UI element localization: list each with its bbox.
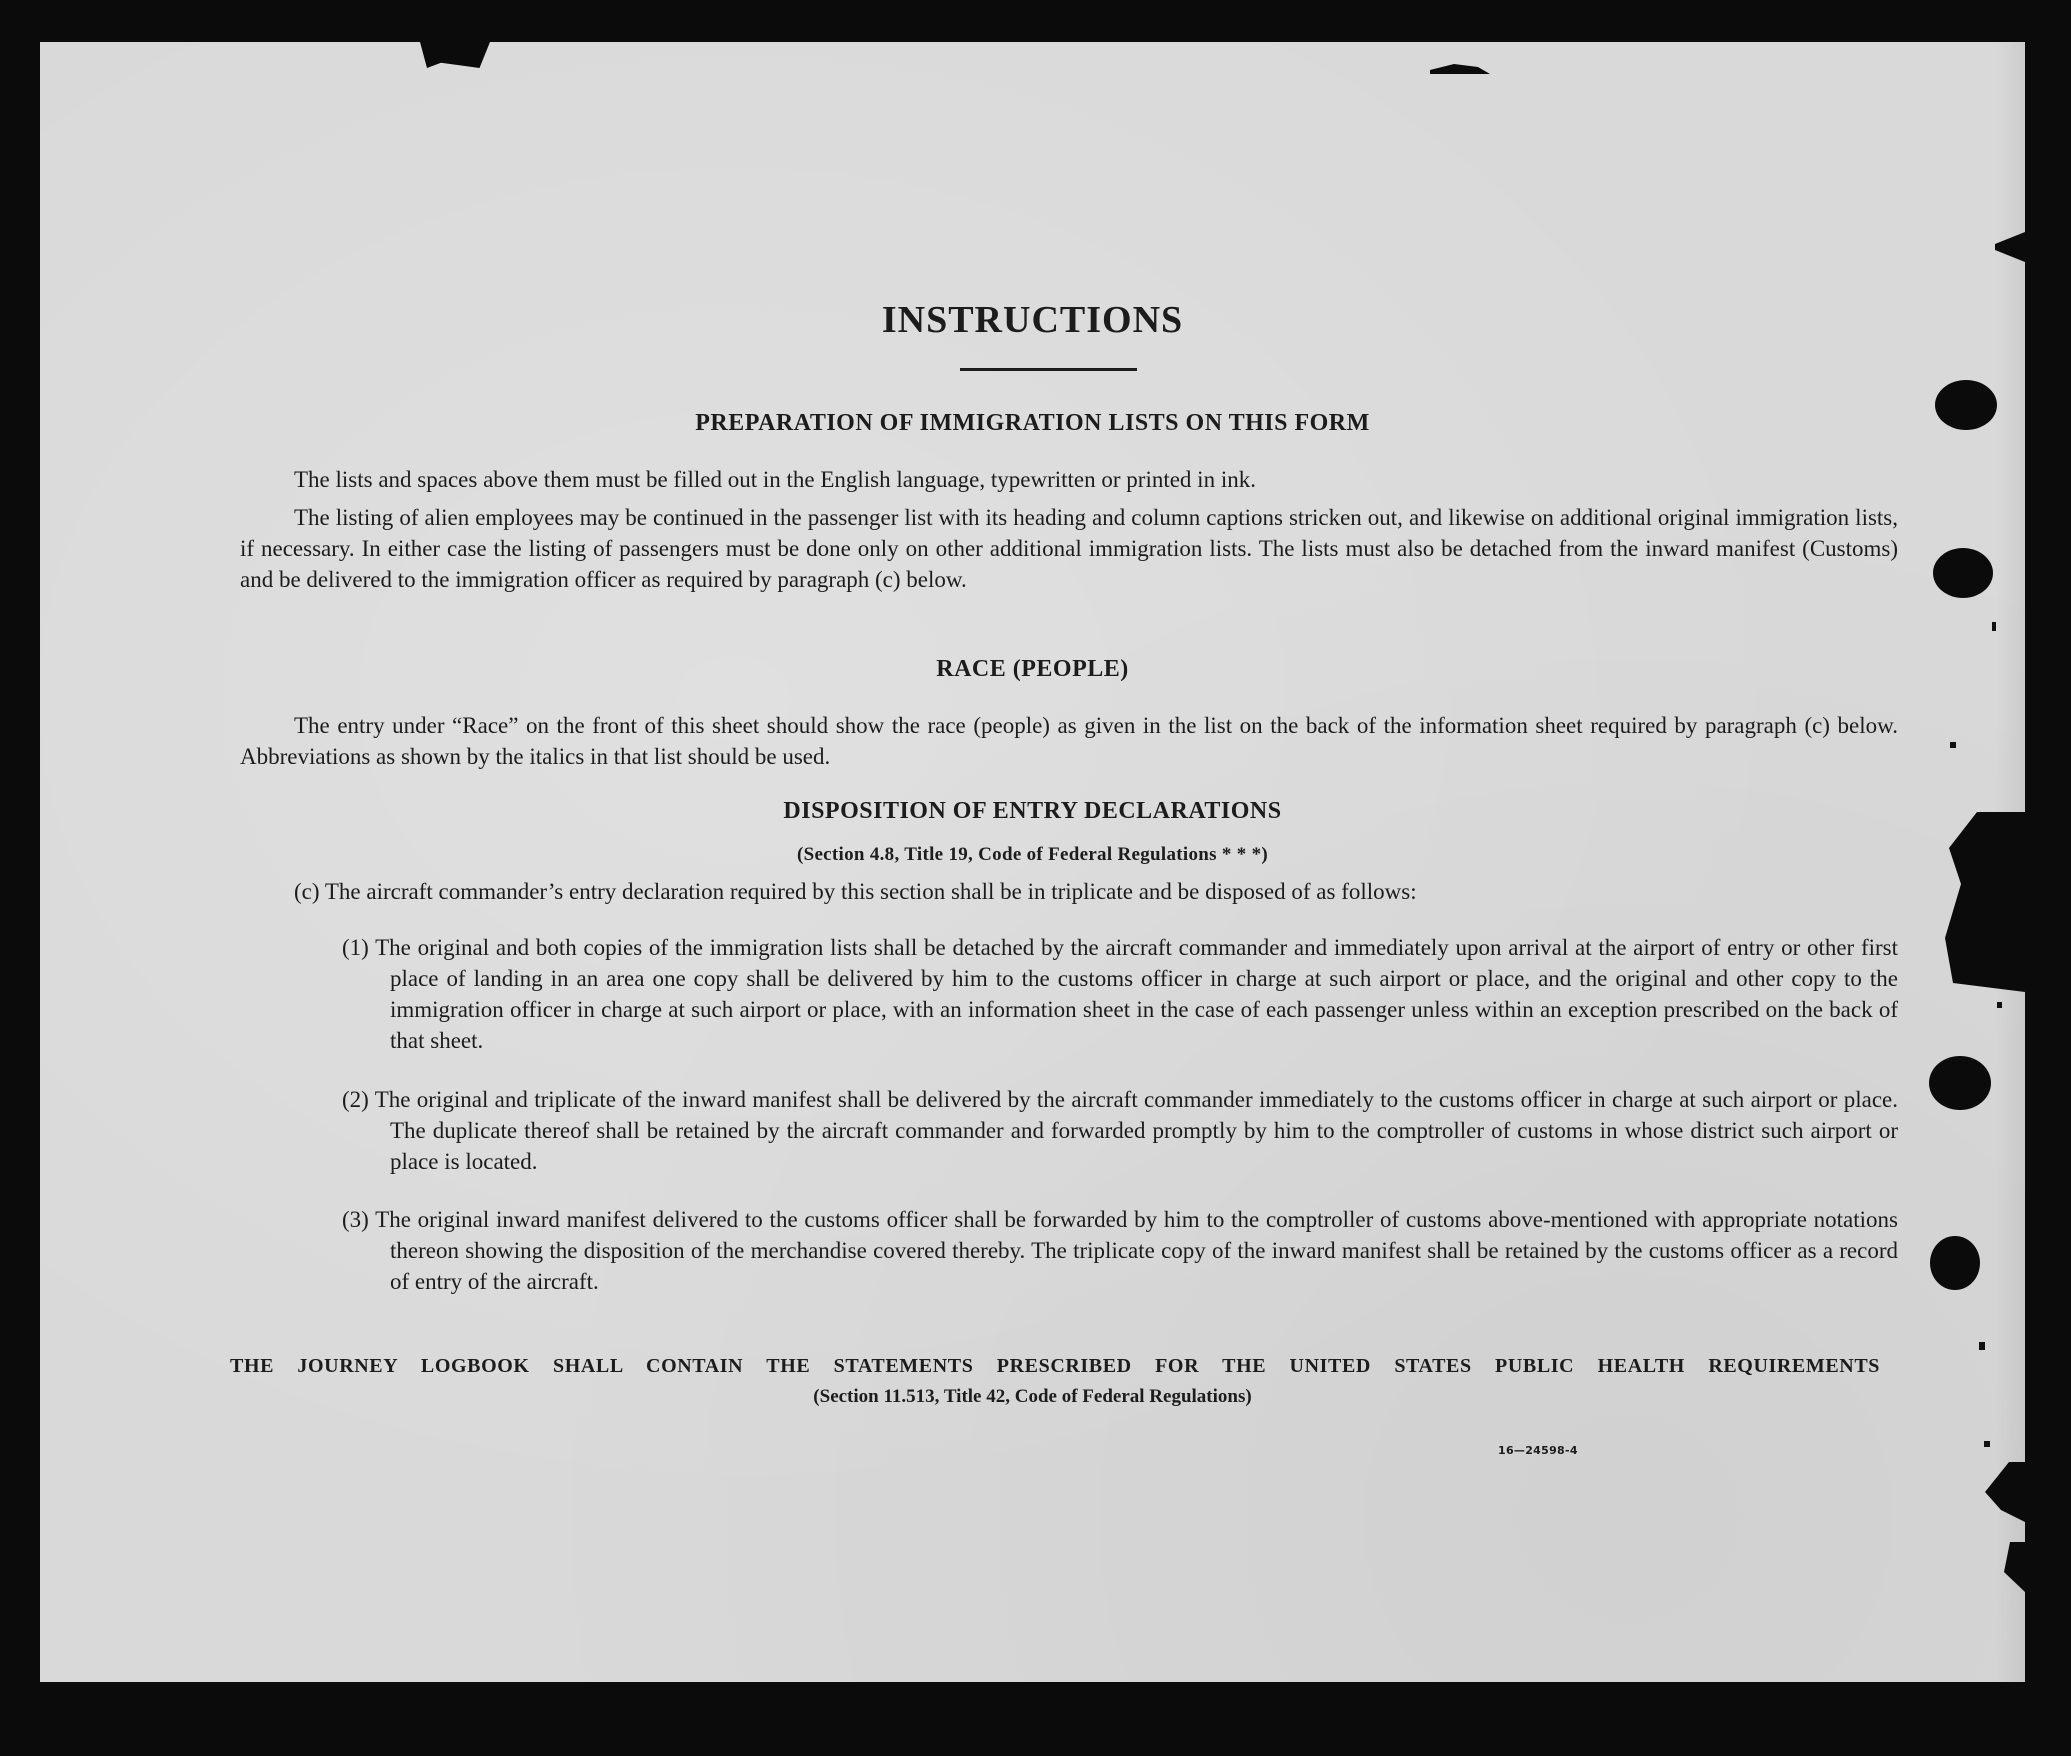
top-edge-mark xyxy=(420,42,490,68)
disposition-item-1: (1) The original and both copies of the immigration lists shall be detached by the aircraft commander and immediately upon arrival at the airport of entry or other first place of landing in an area one copy shall be delivered by him to the customs officer in charge at such airport or place, and the original and other copy to the immigration officer in charge at such airport or place, with an information sheet in the case of each passenger unless within an exception prescribed on the back of that sheet. xyxy=(342,935,1898,1053)
document-page xyxy=(40,42,2025,1682)
ink-speck xyxy=(1979,1342,1985,1350)
section-heading-preparation: PREPARATION OF IMMIGRATION LISTS ON THIS FORM xyxy=(695,410,1370,436)
public-health-citation: (Section 11.513, Title 42, Code of Federal Regulations) xyxy=(813,1386,1252,1407)
punch-hole-2 xyxy=(1933,548,1993,598)
section-heading-race: RACE (PEOPLE) xyxy=(936,656,1129,682)
punch-hole-1 xyxy=(1935,380,1997,430)
disposition-item-3: (3) The original inward manifest delivered to the customs officer shall be forwarded by him to the comptroller of customs above-mentioned with appropriate notations thereon showing the disposition of the merchandise covered thereby. The triplicate copy of the inward manifest shall be retained by the customs officer as a record of entry of the aircraft. xyxy=(342,1207,1898,1294)
preparation-paragraph-2: The listing of alien employees may be continued in the passenger list with its heading and column captions stricken out, and likewise on additional original immigration lists, if necessary. In either case the listing of passengers must be done only on other additional immigration lists. The lists must also be detached from the inward manifest (Customs) and be delivered to the immigration officer as required by paragraph (c) below. xyxy=(240,505,1898,592)
ink-speck xyxy=(1984,1441,1990,1447)
torn-edge xyxy=(1945,812,2025,992)
public-health-statement: THE JOURNEY LOGBOOK SHALL CONTAIN THE STATEMENTS PRESCRIBED FOR THE UNITED STATES PUBLIC HEALTH REQUIREMENTS xyxy=(230,1355,1880,1377)
ink-speck xyxy=(1992,622,1996,631)
disposition-citation: (Section 4.8, Title 19, Code of Federal Regulations * * *) xyxy=(796,844,1269,865)
title-underline xyxy=(960,368,1137,371)
document-content xyxy=(40,42,2025,1682)
disposition-item-2: (2) The original and triplicate of the inward manifest shall be delivered by the aircraft commander immediately to the customs officer in charge at such airport or place. The duplicate thereof shall be retained by the aircraft commander and forwarded promptly by him to the comptroller of customs in whose district such airport or place is located. xyxy=(342,1087,1898,1174)
section-heading-disposition: DISPOSITION OF ENTRY DECLARATIONS xyxy=(783,798,1282,824)
disposition-intro: (c) The aircraft commander’s entry declaration required by this section shall be in triplicate and be disposed of as follows: xyxy=(294,879,1417,904)
race-paragraph: The entry under “Race” on the front of this sheet should show the race (people) as given in the list on the back of the information sheet required by paragraph (c) below. Abbreviations as shown by the italics in that list should be used. xyxy=(240,713,1898,769)
punch-hole-3 xyxy=(1929,1056,1991,1110)
ink-speck xyxy=(1950,742,1956,748)
punch-hole-4 xyxy=(1930,1236,1980,1290)
page-title: INSTRUCTIONS xyxy=(881,299,1184,341)
ink-speck xyxy=(1997,1002,2002,1008)
form-number: 16—24598-4 xyxy=(1498,1444,1578,1457)
preparation-paragraph-1: The lists and spaces above them must be filled out in the English language, typewritten or printed in ink. xyxy=(294,467,1256,492)
